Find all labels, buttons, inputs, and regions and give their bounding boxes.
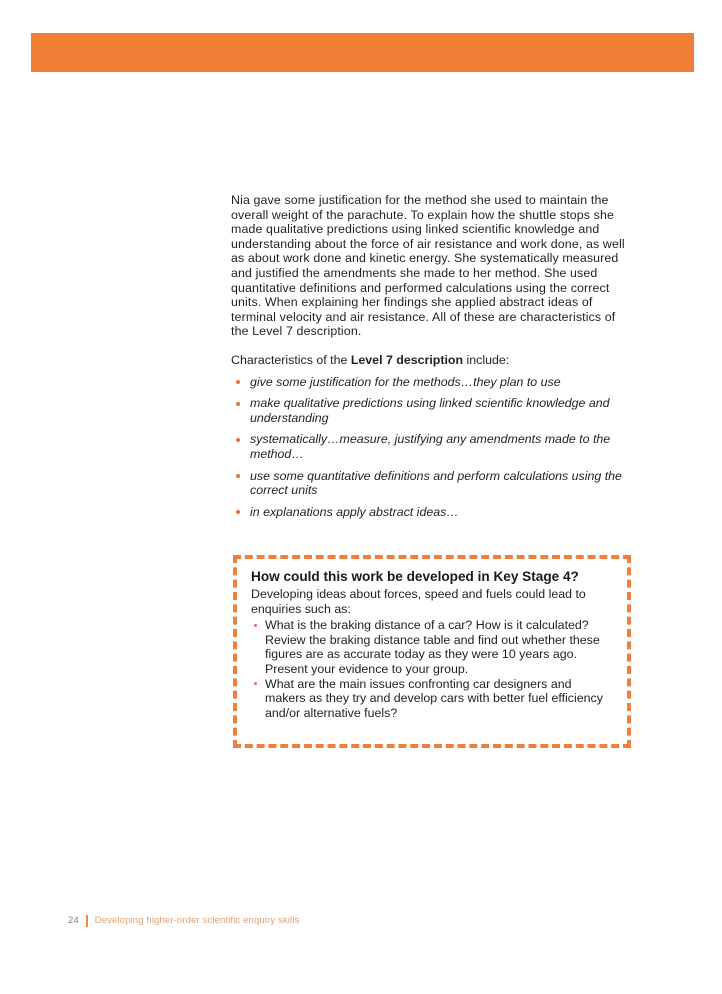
bullet-dot-icon xyxy=(236,438,240,442)
characteristics-list xyxy=(231,375,631,520)
list-item-label: What are the main issues confronting car designers and makers as they try and develop cars with better fuel efficiency and/or alternative fuels? xyxy=(265,676,603,720)
list-item xyxy=(231,375,631,390)
lead-in-text-after: include: xyxy=(463,352,510,367)
page-footer xyxy=(68,914,299,928)
list-item-label: What is the braking distance of a car? How is it calculated? Review the braking distance table and find out whether these figures are as accurate today as they were 10 years ago. Present your evidence to your group. xyxy=(265,618,600,676)
footer-page-number: 24 xyxy=(68,915,79,926)
callout-enquiry-list xyxy=(251,618,613,720)
list-item-label: use some quantitative definitions and perform calculations using the correct units xyxy=(250,468,622,498)
list-item xyxy=(251,677,613,721)
callout-inner xyxy=(237,559,627,720)
list-item-label: systematically…measure, justifying any amendments made to the method… xyxy=(250,432,611,461)
body-paragraph: Nia gave some justification for the method she used to maintain the overall weight of the parachute. To explain how the shuttle stops she made qualitative predictions using linked scientific knowledge and understanding about the force of air resistance and work done, as well as about work done and kinetic energy. She systematically measured and justified the amendments she made to her method. She used quantitative definitions and performed calculations using the correct units. When explaining her findings she applied abstract ideas of terminal velocity and air resistance. All of these are characteristics of the Level 7 description. xyxy=(231,193,625,339)
footer-document-title: Developing higher-order scientific enquiry skills xyxy=(94,915,300,926)
header-banner xyxy=(31,33,694,72)
list-item-label: make qualitative predictions using linked scientific knowledge and understanding xyxy=(250,396,610,425)
lead-in-text-before: Characteristics of the xyxy=(231,352,351,367)
callout-heading: How could this work be developed in Key Stage 4? xyxy=(251,569,579,584)
bullet-dot-icon xyxy=(236,510,240,514)
list-item-label: in explanations apply abstract ideas… xyxy=(250,504,459,519)
main-content-column xyxy=(231,193,631,526)
list-item xyxy=(251,618,613,676)
characteristics-lead-in xyxy=(231,353,631,368)
list-item xyxy=(231,505,631,520)
bullet-dot-icon xyxy=(236,380,240,384)
bullet-dot-icon xyxy=(254,682,257,685)
footer-divider-rule xyxy=(86,915,88,927)
list-item-label: give some justification for the methods…they plan to use xyxy=(250,374,561,389)
bullet-dot-icon xyxy=(236,402,240,406)
callout-intro-text: Developing ideas about forces, speed and fuels could lead to enquiries such as: xyxy=(251,587,586,616)
key-stage-4-callout-box xyxy=(233,555,631,748)
list-item xyxy=(231,469,631,498)
list-item xyxy=(231,396,631,425)
bullet-dot-icon xyxy=(236,474,240,478)
bullet-dot-icon xyxy=(254,624,257,627)
list-item xyxy=(231,432,631,461)
lead-in-bold-term: Level 7 description xyxy=(350,352,464,367)
